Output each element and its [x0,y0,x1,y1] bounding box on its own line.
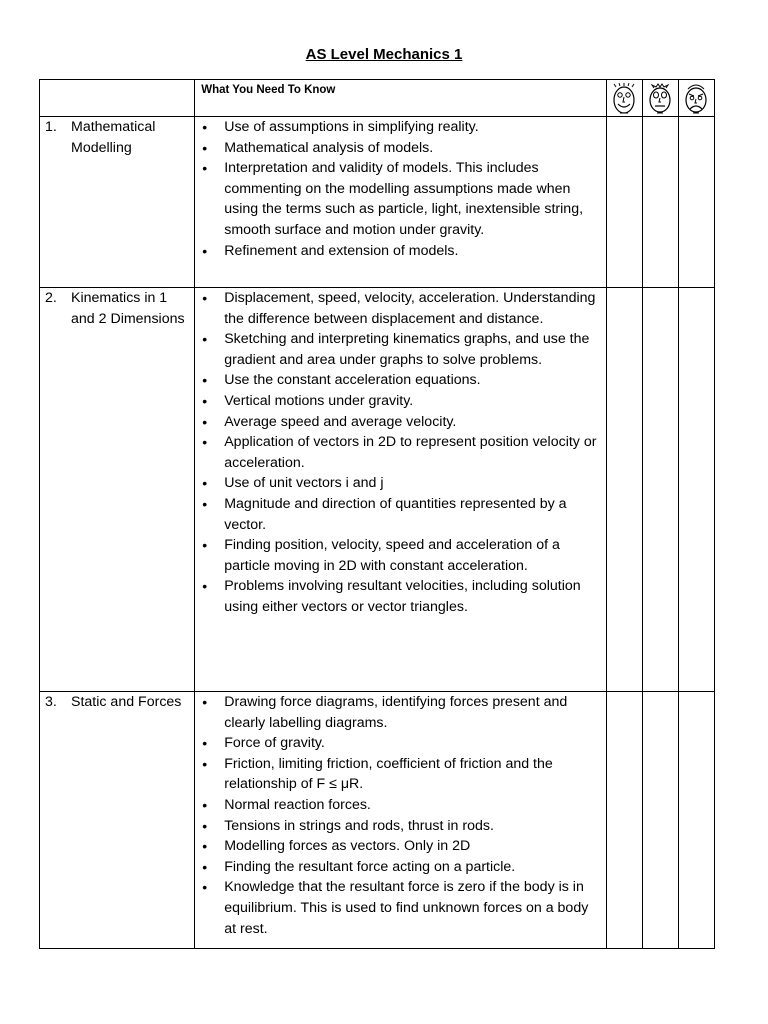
header-neutral-face-cell [642,80,678,117]
topic-name: Static and Forces [71,694,182,710]
happy-checkbox-cell[interactable] [606,117,642,288]
topic-cell [40,288,195,692]
happy-checkbox-cell[interactable] [606,288,642,692]
header-know-cell [195,80,607,117]
table-header-row [40,80,715,117]
header-topic-cell [40,80,195,117]
list-item: • Displacement, speed, velocity, acceleration. Understanding the difference between displacement and distance. [195,288,606,329]
list-item: • Finding position, velocity, speed and acceleration of a particle moving in 2D with constant acceleration. [195,535,606,576]
list-item: • Tensions in strings and rods, thrust in rods. [195,816,606,837]
topic-checklist-table [39,79,715,949]
list-item: • Refinement and extension of models. [195,241,606,262]
neutral-checkbox-cell[interactable] [642,692,678,949]
list-item: • Knowledge that the resultant force is zero if the body is in equilibrium. This is used to find unknown forces on a body at rest. [195,877,606,939]
topic-number: 2. [45,290,57,306]
table-row [40,288,715,692]
topic-number: 1. [45,119,57,135]
list-item: • Normal reaction forces. [195,795,606,816]
list-item: • Mathematical analysis of models. [195,138,606,159]
topic-name: Mathematical Modelling [71,119,156,156]
list-item: • Use of unit vectors i and j [195,473,606,494]
table-row [40,117,715,288]
list-item: • Application of vectors in 2D to represent position velocity or acceleration. [195,432,606,473]
sad-face-icon [683,83,709,115]
table-row [40,692,715,949]
header-sad-face-cell [678,80,714,117]
neutral-checkbox-cell[interactable] [642,288,678,692]
know-cell [195,692,607,949]
sad-checkbox-cell[interactable] [678,117,714,288]
list-item: • Average speed and average velocity. [195,412,606,433]
list-item: • Use of assumptions in simplifying reality. [195,117,606,138]
list-item: • Use the constant acceleration equations. [195,370,606,391]
list-item: • Problems involving resultant velocities, including solution using either vectors or vector triangles. [195,576,606,617]
happy-checkbox-cell[interactable] [606,692,642,949]
list-item: • Interpretation and validity of models. This includes commenting on the modelling assumptions made when using the terms such as particle, light, inextensible string, smooth surface and motion under gravity. [195,158,606,240]
page-title: AS Level Mechanics 1 [305,46,463,63]
topic-name: Kinematics in 1 and 2 Dimensions [71,290,185,327]
topic-cell [40,692,195,949]
happy-face-icon [611,83,637,115]
header-happy-face-cell [606,80,642,117]
topic-cell [40,117,195,288]
bullet-list [195,117,606,261]
header-know-label: What You Need To Know [201,84,336,96]
bullet-list [195,288,606,618]
neutral-face-icon [647,83,673,115]
list-item: • Force of gravity. [195,733,606,754]
list-item: • Vertical motions under gravity. [195,391,606,412]
list-item: • Friction, limiting friction, coefficient of friction and the relationship of F ≤ μR. [195,754,606,795]
sad-checkbox-cell[interactable] [678,288,714,692]
know-cell [195,117,607,288]
list-item: • Finding the resultant force acting on a particle. [195,857,606,878]
list-item: • Modelling forces as vectors. Only in 2D [195,836,606,857]
list-item: • Sketching and interpreting kinematics graphs, and use the gradient and area under graphs to solve problems. [195,329,606,370]
list-item: • Drawing force diagrams, identifying forces present and clearly labelling diagrams. [195,692,606,733]
bullet-list [195,692,606,939]
sad-checkbox-cell[interactable] [678,692,714,949]
know-cell [195,288,607,692]
list-item: • Magnitude and direction of quantities represented by a vector. [195,494,606,535]
neutral-checkbox-cell[interactable] [642,117,678,288]
topic-number: 3. [45,694,57,710]
